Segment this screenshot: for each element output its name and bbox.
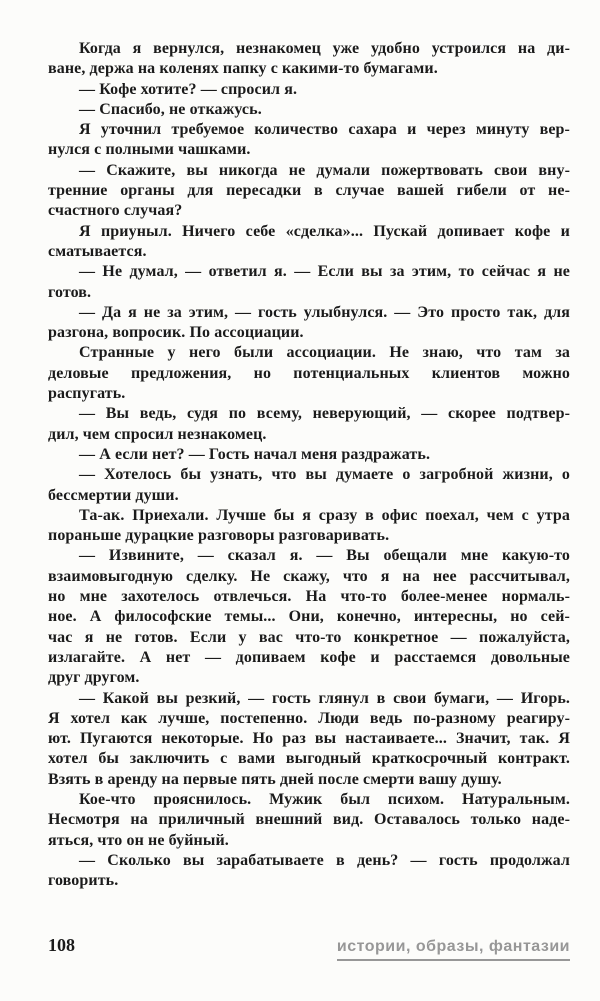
text-line: яться, что он не буйный. <box>48 831 229 849</box>
text-line: час я не готов. Если у вас что-то конкретное — пожалуйста, <box>48 628 570 646</box>
text-line: — Кофе хотите? — спросил я. <box>79 80 298 98</box>
running-title: истории, образы, фантазии <box>337 938 570 961</box>
text-line: — Скажите, вы никогда не думали пожертвовать свои вну- <box>79 161 570 179</box>
text-line: — Какой вы резкий, — гость глянул в свои бумаги, — Игорь. <box>79 689 570 707</box>
text-line: — Сколько вы зарабатываете в день? — гость продолжал <box>79 851 570 869</box>
text-line: — Не думал, — ответил я. — Если вы за этим, то сейчас я не <box>79 263 570 281</box>
text-block <box>48 39 570 891</box>
text-line: распугать. <box>48 385 126 403</box>
text-line: — А если нет? — Гость начал меня раздражать. <box>79 445 431 463</box>
text-line: — Вы ведь, судя по всему, неверующий, — скорее подтвер- <box>79 405 570 423</box>
text-line: ное. А философские темы... Они, конечно, интересны, но сей- <box>48 608 570 626</box>
text-line: Странные у него были ассоциации. Не знаю, что там за <box>79 344 570 362</box>
text-line: Кое-что прояснилось. Мужик был психом. Натуральным. <box>79 790 570 808</box>
text-line: — Да я не за этим, — гость улыбнулся. — Это просто так, для <box>79 303 570 321</box>
text-line: — Спасибо, не откажусь. <box>79 100 262 118</box>
text-line: Та-ак. Приехали. Лучше бы я сразу в офис поехал, чем с утра <box>79 506 570 524</box>
text-line: Несмотря на приличный внешний вид. Оставалось только наде- <box>48 811 570 829</box>
text-line: Когда я вернулся, незнакомец уже удобно устроился на ди- <box>79 40 570 57</box>
text-line: бессмертии души. <box>48 486 179 504</box>
text-line: Я приуныл. Ничего себе «сделка»... Пускай допивает кофе и <box>79 222 570 240</box>
text-line: деловые предложения, но потенциальных клиентов можно <box>48 364 570 382</box>
text-line: хотел бы заключить с вами выгодный краткосрочный контракт. <box>48 750 570 768</box>
text-line: пораньше дурацкие разговоры разговаривать. <box>48 527 390 545</box>
text-line: Взять в аренду на первые пять дней после смерти вашу душу. <box>48 770 502 788</box>
text-line: — Извините, — сказал я. — Вы обещали мне какую-то <box>79 547 570 565</box>
text-line: счастного случая? <box>48 202 183 220</box>
text-line: ване, держа на коленях папку с какими-то бумагами. <box>48 60 438 78</box>
text-line: сматывается. <box>48 242 147 260</box>
text-line: тренние органы для пересадки в случае вашей гибели от не- <box>48 182 570 200</box>
text-line: Я уточнил требуемое количество сахара и через минуту вер- <box>79 121 570 139</box>
text-line: готов. <box>48 283 92 301</box>
text-line: излагайте. А нет — допиваем кофе и расстаемся довольные <box>48 648 570 666</box>
text-line: Я хотел как лучше, постепенно. Люди ведь по-разному реагиру- <box>48 709 570 727</box>
page-footer <box>48 935 570 961</box>
page-number: 108 <box>48 935 75 956</box>
text-line: ют. Пугаются некоторые. Но раз вы настаиваете... Значит, так. Я <box>48 730 570 748</box>
text-line: — Хотелось бы узнать, что вы думаете о загробной жизни, о <box>79 466 570 484</box>
text-line: нулся с полными чашками. <box>48 141 251 159</box>
text-line: но мне захотелось отвлечься. На что-то более-менее нормаль- <box>48 588 570 606</box>
text-line: друг другом. <box>48 669 140 687</box>
text-line: взаимовыгодную сделку. Не скажу, что я на нее рассчитывал, <box>48 567 570 585</box>
text-line: говорить. <box>48 872 119 890</box>
text-line: дил, чем спросил незнакомец. <box>48 425 267 443</box>
text-line: разгона, вопросик. По ассоциации. <box>48 324 304 342</box>
